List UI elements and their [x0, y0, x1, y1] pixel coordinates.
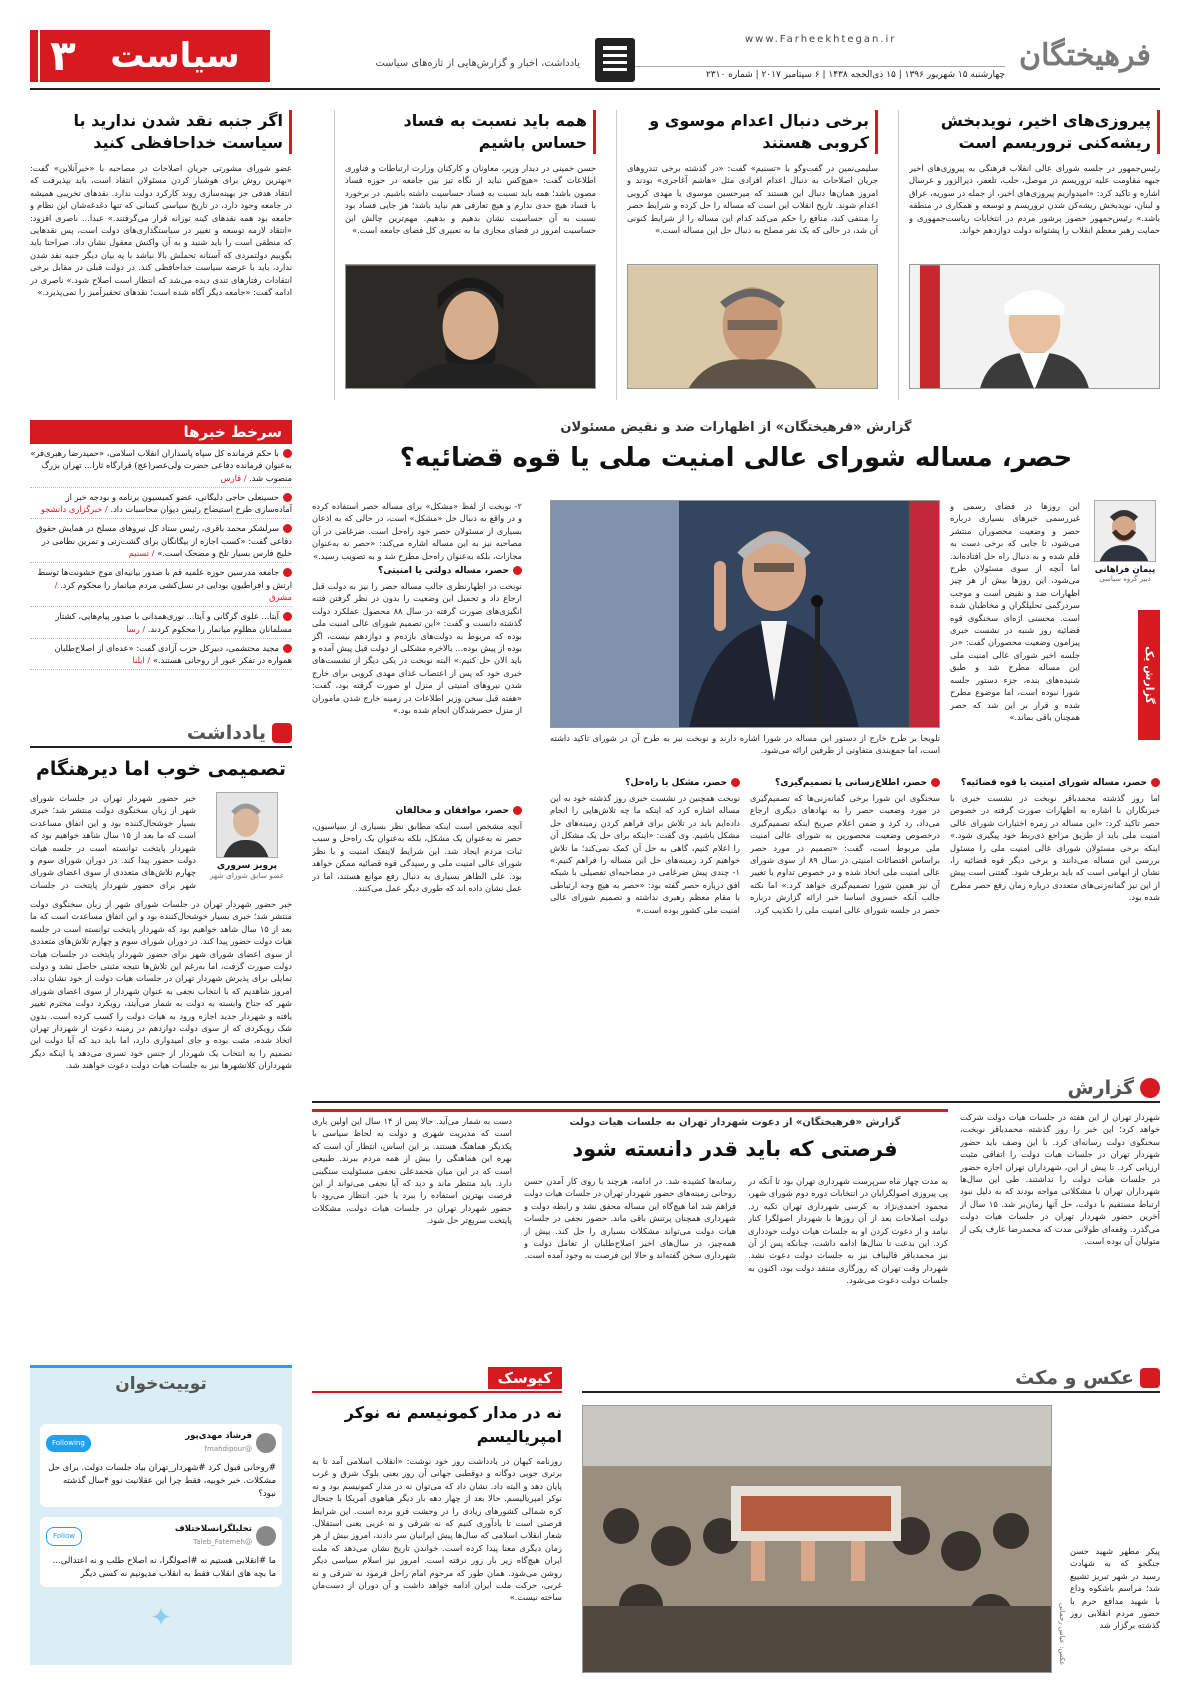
tweet-follow-button[interactable]: Follow	[46, 1527, 82, 1546]
tweet-user: فرشاد مهدی‌پور	[185, 1431, 252, 1441]
report-col3b: نوبخت در اظهارنظری جالب مساله حصر را نیز به دولت قبل ارجاع داد و تحمیل این وضعیت را بدون در نظر گرفتن فتنه انگیزی‌های صورت گرفته در سال ۸۸ محصول عملکرد دولت گذشته دانست و گفت: «این تصمیم شورای عالی امنیت ملی بوده که مربوط به دولت‌های بازده‌م و دوازدهم نیست، اگر بوده از پیش بوده... بالاخره مشکلی از دولت قبل پیش آمده و باید الان حل کنیم.» البته نوبخت در یکی دیگر از نشست‌های خبری خود که پس از اعتصاب غذای مهدی کروبی برای خارج شدن نیروهای امنیتی از منزل او صورت گرفته بود، گفت: «هفته قبل سخن وزیر اطلاعات در زمینه خارج شدن ماموران از منزل حصرشدگان انجام شده بود.»	[312, 581, 522, 716]
report-author	[1090, 500, 1160, 583]
note-headline: تصمیمی خوب اما دیرهنگام	[35, 758, 286, 780]
ticker-item: با حکم فرمانده کل سپاه پاسداران انقلاب اسلامی، «حمیدرضا رهبری‌فر» به‌عنوان فرمانده دفاعی حضرت ولی‌عصر(عج) قرارگاه ثارا... تهران بزرگ منصوب شد. / فارس	[30, 444, 292, 488]
story-photo	[627, 264, 878, 389]
report2-col2: به مدت چهار ماه سرپرست شهرداری تهران بود تا آنکه در پی پیروزی اصولگرایان در انتخابات دوره دوم شورای شهر، محمود احمدی‌نژاد به کرسی شهرداری تهران تکیه زد. دولت اصلاحات بعد از آن روزها با شهردار اصولگرا کنار نیامد و از دعوت کردن او به جلسات هیات دولت خودداری کرد. این بدعت تا سال‌ها ادامه داشت، چنانکه پس از آن نیز محمدباقر قالیباف نیز به جلسات دولت دعوت نشد. شهردار وقت تهران که روزگاری منتقد دولت بود، اکنون به جلسات دولت دعوت می‌شود.	[748, 1176, 948, 1286]
note-icon	[272, 723, 292, 743]
story-headline: برخی دنبال اعدام موسوی و کروبی هستند	[627, 110, 878, 154]
masthead	[30, 28, 1160, 90]
ticker-item: حسینعلی حاجی دلیگانی، عضو کمیسیون برنامه و بودجه خبر از آماده‌سازی طرح استیضاح رئیس دیوان محاسبات داد. / خبرگزاری دانشجو	[30, 488, 292, 520]
report-headline: حصر، مساله شورای عالی امنیت ملی یا قوه قضائیه؟	[399, 443, 1073, 473]
report2-kicker: گزارش «فرهیختگان» از دعوت شهردار تهران به جلسات هیات دولت	[569, 1117, 901, 1128]
story-headline: همه باید نسبت به فساد حساس باشیم	[345, 110, 596, 154]
kiosk-header	[312, 1365, 562, 1393]
camera-icon	[1140, 1368, 1160, 1388]
report-col3c: آنچه مشخص است اینکه مطابق نظر بسیاری از سیاسیون، حصر نه به‌عنوان یک مشکل، بلکه به‌عنوان یک راه‌حل و سبب ثبات مردم ایجاد شد. این شرایط لاینفک امنیت و با نظر شورای عالی امنیت ملی و رسیدگی قوه قضائیه ممکن خواهد بود. علی الظاهر بسیاری به دنبال رفع موانع هستند، اما در عمل نشان داده اند که طوری دیگر عمل می‌کنند.	[312, 821, 522, 894]
report-col3b-title: حصر، مساله دولتی یا امنیتی؟	[312, 566, 522, 576]
story-body: سلیمی‌نمین در گفت‌وگو با «تسنیم» گفت: «در گذشته برخی تندروهای جریان اصلاحات به دنبال اعدام افرادی مثل «هاشم آغاجری» بودند و امروز همان‌ها دنبال این هستند که میرحسین موسوی یا مهدی کروبی اعدام شوند. تاریخ انقلاب این است که مساله را حل کرده و شرایط حصر را منتفی کند، منافع را حکم می‌کند کدام این مساله را از شرایط کنونی آن شد، در حالی که یک نفر مصلح به دنبال حل این مساله است.»	[627, 163, 878, 236]
report2	[312, 1075, 1160, 1355]
ticker-item: آیتا... علوی گرگانی و آیتا... نوری‌همدانی با صدور پیام‌هایی، کشتار مسلمانان مظلوم میانمار را محکوم کردند. / رسا	[30, 607, 292, 639]
kiosk-body: روزنامه کیهان در یادداشت روز خود نوشت: «انقلاب اسلامی آمد تا به برتری جویی دوگانه و دوقطبی جهانی آن روز یعنی بلوک شرق و غرب پایان دهد و البته داد. نشان داد که می‌توان نه در مدار کمونیسم بود و نه نوکر امپریالیسم. حالا بعد از چهار دهه بار دیگر هیاهوی آمریکا با جنجال کره شمالی کشورهای زیادی را در وحشت فرو برده است. این شرایط فرصتی است تا یادآوری کنیم که نه شرقی و نه غربی یعنی استقلال. شعار انقلاب اسلامی که سال‌ها پیش ایرانیان سر دادند، امروز بیش از هر زمان دیگری معنا پیدا کرده است. خواندن تاریخ نشان می‌دهد که ملت ایران هیچ‌گاه زیر بار زور نرفته است. امروز نیز اسلام سیاسی دیگر روشن می‌شود. همان طور که مرحوم امام راحل فرمود نه شرقی و نه غربی، حرکت ملت ایران ادامه خواهد داشت و آن دوران از دست‌مان ساخته نیست.»	[312, 1456, 562, 1603]
report2-icon	[1140, 1078, 1160, 1098]
author-title: دبیر گروه سیاسی	[1099, 575, 1151, 583]
report2-col4: دست به شمار می‌آید. حالا پس از ۱۴ سال این اولین باری است که مدیریت شهری و دولت به لحاظ سیاسی با یکدیگر هماهنگ هستند. بر این اساس، انتظار آن است که بهره این هماهنگی را بیش از همه مردم ببرند. طبیعی است که در این میان محمدعلی نجفی مسئولیت سنگینی دارد. باید منتظر ماند و دید که آیا نجفی می‌تواند از این فرصت بهترین استفاده را ببرد یا خیر. انتظار می‌رود با حضور شهردار تهران در جلسات هیات دولت، مشکلات پایتخت سریع‌تر حل شود.	[312, 1116, 512, 1226]
tweet-avatar	[256, 1433, 276, 1453]
report2-section-header	[312, 1075, 1160, 1103]
dateline: چهارشنبه ۱۵ شهریور ۱۳۹۶ | ۱۵ ذی‌الحجه ۱۴۳۸ | ۶ سپتامبر ۲۰۱۷ | شماره ۲۳۱۰	[595, 66, 1005, 80]
tweets	[30, 1365, 292, 1665]
newspaper-icon	[595, 38, 635, 82]
top-story	[30, 110, 292, 400]
story-photo	[909, 264, 1160, 389]
story-headline: اگر جنبه نقد شدن ندارید با سیاست خداحافظی کنید	[30, 110, 292, 154]
note-section-label: یادداشت	[186, 722, 266, 744]
author-avatar	[1094, 500, 1156, 562]
report-kicker: گزارش «فرهیختگان» از اظهارات ضد و نقیض مسئولان	[560, 420, 912, 435]
report2-head-rule	[312, 1109, 948, 1112]
top-stories	[30, 110, 1160, 405]
author-name: پیمان فراهانی	[1094, 565, 1156, 575]
note-section-header	[30, 720, 292, 748]
section-title-bar	[30, 30, 270, 82]
report-photo	[550, 500, 940, 728]
tweet-text: ما #انقلابی هستیم نه #اصولگرا، نه اصلاح طلب و نه اعتدالی... ما بچه های انقلاب فقط به انقلاب مدیونیم نه کسی دیگر	[52, 1556, 276, 1579]
kiosk	[312, 1365, 562, 1675]
author-avatar	[216, 792, 278, 858]
story-body: رئیس‌جمهور در جلسه شورای عالی انقلاب فرهنگی به پیروزی‌های اخیر جبهه مقاومت علیه تروریسم در موصل، حلب، تلعفر، دیرالزور و عرسال اشاره و تاکید کرد: «امیدواریم پیروزی‌های اخیر، از جمله در سوریه، عراق و لبنان، نویدبخش ریشه‌کن شدن تروریسم و توسعه و همکاری در منطقه باشد.» رئیس‌جمهور حضور پرشور مردم در انتخابات ریاست‌جمهوری و حمایت رهبر معظم انقلاب را پشتوانه دولت دوازدهم خواند.	[909, 163, 1160, 236]
photo-credit: عکس: عباس رحمانی	[1058, 1602, 1066, 1665]
story-body: عضو شورای مشورتی جریان اصلاحات در مصاحبه با «خبرآنلاین» گفت: «بهترین روش برای هوشیار کردن مسئولان انتقاد است، باید بپذیرفت که انتقاد هدفی جز بهینه‌سازی روند کارکرد دولت ندارد. نقدهای تخریبی همیشه در جامعه وجود دارد، در تاریخ سیاسی کسانی که تنها دغدغه‌شان این نظام و جامعه بود همه نقدهای کینه توزانه قرار می‌گرفتند.» عبدا... ناصری افزود: «انتقاد لازمه توسعه و تغییر در سیاستگذاری‌های دولت است، پس نقدهایی که منطقی است را باید شنید و به آن واکنش معقول نشان داد. صراحتا باید بگوییم دولتمردی که آستانه تحملش بالا نباشد با یه بیان دیگر جنبه نقد شدن ندارد، باید با عرصه سیاست خداحافظی کند. در دولت قبلی در مقابل برخی انتقادات رفتارهای تندی دیده می‌شد که انتظار است اصلاح شود.» ناصری در ادامه گفت: «جامعه دیگر آگاه شده است؛ نقدهای تحقیرآمیز را نمی‌پذیرد.»	[30, 163, 292, 298]
report-col2b: نوبخت همچنین در نشست خبری روز گذشته خود به این مساله اشاره کرد که اینکه ما چه تلاش‌هایی را انجام داده‌ایم باید در تلاش برای فراهم کردن زمینه‌های حل مشکل باشیم. وی گفت: «اینکه برای حل یک مشکل آن را اعلام کنیم، گاهی به حل آن کمک نمی‌کند؛ ما تلاش خواهیم کرد زمینه‌های حل این مساله را فراهم کنیم.» ۱- چندی پیش ضرغامی در مصاحبه‌ای تفصیلی با شبکه افق درباره حصر گفته بود: «حصر به هیچ وجه ارتباطی با مقام معظم رهبری نداشته و تصمیم شورای عالی امنیت ملی کشور بوده است.»	[550, 793, 740, 915]
photo-story-label: عکس و مکث	[1015, 1367, 1134, 1389]
section-subtitle: یادداشت، اخبار و گزارش‌هایی از تازه‌های سیاست	[375, 58, 580, 69]
story-photo	[345, 264, 596, 389]
report2-headline: فرصتی که باید قدر دانسته شود	[572, 1137, 898, 1161]
section-title: سیاست	[110, 36, 240, 76]
author-name: پرویز سروری	[216, 861, 278, 871]
section-number: ۳	[38, 30, 86, 82]
photo-story-caption: پیکر مطهر شهید حسن جنگجو که به شهادت رسید در شهر تبریز تشییع شد؛ مراسم باشکوه وداع با شهید مدافع حرم با حضور مردم انقلابی روز گذشته برگزار شد	[1070, 1546, 1160, 1631]
report-col1b-title: حصر، مساله شورای امنیت یا قوه قضائیه؟	[950, 778, 1160, 788]
logo: فرهیختگان	[1019, 38, 1151, 73]
tweet-card	[40, 1424, 282, 1507]
report-col3c-title: حصر، موافقان و مخالفان	[312, 806, 522, 816]
note-author	[202, 792, 292, 892]
note	[30, 720, 292, 1260]
twitter-bird-icon: ✦	[150, 1603, 172, 1633]
photo-story-image	[582, 1405, 1052, 1673]
tweet-user: تحلیلگرانسلاختلاف	[174, 1524, 252, 1534]
tweet-follow-button[interactable]: Following	[46, 1435, 91, 1452]
top-story	[616, 110, 878, 400]
tweet-handle: @fmahdipour	[204, 1445, 252, 1453]
ticker-item: جامعه مدرسین حوزه علمیه قم با صدور بیانیه‌ای موج خشونت‌ها توسط ارتش و افراطیون بودایی در نسل‌کشی مردم میانمار را محکوم کرد. / مشرق	[30, 563, 292, 607]
news-ticker	[30, 420, 292, 720]
tweets-header: توییت‌خوان	[115, 1374, 207, 1394]
kiosk-label: کیوسک	[488, 1367, 562, 1389]
top-story	[898, 110, 1160, 400]
author-title: عضو سابق شورای شهر	[209, 871, 285, 880]
kiosk-headline: نه در مدار کمونیسم نه نوکر امپریالیسم	[344, 1403, 562, 1446]
report-col1b: اما روز گذشته محمدباقر نوبخت در نشست خبری با خبرنگاران با اشاره به اظهارات صورت گرفته در خصوص حصر تاکید کرد: «این مساله در زمره اختیارات شورای عالی امنیت ملی باید از طریق مراجع ذی‌ربط خود پیگیری شود.» اینکه برخی مسئولان شورای عالی امنیت ملی را مسئول بررسی این مساله می‌دانند و برخی دیگر قوه قضائیه را، نشان از ابهامی است که باید برطرف شود. گفتنی است پیش از این نیز گمانه‌زنی‌های متعددی درباره زمان رفع حصر مطرح شده بود.	[950, 793, 1160, 903]
tweet-text: #روحانی قبول کرد #شهردار_تهران بیاد جلسات دولت. برای حل مشکلات. خبر خوبیه، فقط چرا این عقلانیت نوو ۴سال گذشته نبود؟	[48, 1463, 276, 1499]
report-col3a: ۲- نوبخت از لفظ «مشکل» برای مساله حصر استفاده کرده و در واقع به دنبال حل «مشکل» است، در حالی که به اذعان بسیاری از مسئولان حصر خود راه‌حل است. ضرغامی در آن مصاحبه نیز به این مساله اشاره می‌کند: «حصر نه به‌عنوان مجازات، بلکه به‌عنوان راه‌حل مطرح شد و به تصویب رسید.»	[312, 501, 522, 561]
note-body: خبر حضور شهردار تهران در جلسات شورای شهر از زبان سخنگوی دولت منتشر شد؛ خبری بسیار خوشحال‌کننده بود و این اتفاق مساعدت است که ما بعد از ۱۵ سال شاهد خواهیم بود که شهردار پایتخت توانسته است در جلسه هیات دولت حضور پیدا کند. در دوران شورای سوم و چهارم تلاش‌های متعددی از سوی اعضای شورای شهر برای حضور شهردار پایتخت در جلسات	[30, 793, 196, 890]
report2-col1: شهردار تهران از این هفته در جلسات هیات دولت شرکت خواهد کرد؛ این خبر را روز گذشته محمدباقر نوبخت، سخنگوی دولت رسانه‌ای کرد. با این وصف باید حضور شهردار تهران در جلسات هیات دولت را اتفاقی مثبت ارزیابی کرد. تا پیش از این، شهرداران تهران اجازه حضور در جلسات هیات دولت را نداشتند. طی این سال‌ها شهرداران تهران با مشکلاتی مواجه بودند که به دلیل نبود ارتباط مستقیم با دولت، حل آنها زمان‌بر شد. ۱۵ سال از آخرین حضور شهردار تهران در جلسات هیات دولت می‌گذرد. وقفه‌ای طولانی مدت که محمدرضا عارف یکی از متولیان آن بوده است.	[960, 1112, 1160, 1247]
report-col1-text: این روزها در فضای رسمی و غیررسمی خبرهای بسیاری درباره حصر و وضعیت محصوران منتشر می‌شود، تا جایی که برخی دست به قلم شده و به دنبال راه حل افتاده‌اند. اما آنچه از سوی مسئولان طرح می‌شود، این روزها بیش از هر چیز اظهارات ضد و نقیض است و موجب سردرگمی تحلیلگران و مخاطبان شده است. محسنی اژه‌ای سخنگوی قوه قضائیه روز شنبه در نشست خبری پیرامون وضعیت محصوران گفت: «در جلسه اخیر شورای عالی امنیت ملی این مساله مطرح شد و طبق شنیده‌های بنده، جزء دستور جلسه شورا نبوده است، اما موضوع مطرح شده و قرار بر این شد که حصر همچنان باقی بماند.»	[950, 501, 1080, 722]
report-col2a-title: حصر، اطلاع‌رسانی یا تصمیم‌گیری؟	[750, 778, 940, 788]
report-col2b-title: حصر، مشکل یا راه‌حل؟	[550, 778, 740, 788]
top-story	[334, 110, 596, 400]
tweet-card	[40, 1517, 282, 1587]
photo-story	[582, 1365, 1160, 1675]
story-headline: پیروزی‌های اخیر، نویدبخش ریشه‌کنی تروریسم است	[909, 110, 1160, 154]
report-col2a: سخنگوی این شورا برخی گمانه‌زنی‌ها که تصمیم‌گیری در مورد وضعیت حصر را به نهادهای دیگری ارجاع می‌داد، رد کرد و ضمن اعلام صریح اینکه تصمیم‌گیری درخصوص وضعیت محصورین به شورای عالی امنیت ملی مربوط است، گفت: «تصمیم در مورد حصر براساس اقتضائات امنیتی در سال ۸۹ از سوی شورای عالی امنیت ملی اتخاذ شده و در خصوص تداوم یا تغییر آن نیز همین شورا تصمیم‌گیری خواهد کرد.» اما نکته جالب آنکه خسروی اساسا خبر ارائه گزارش درباره حصر در جلسه شورای عالی امنیت ملی را تکذیب کرد.	[750, 793, 940, 915]
ticker-header: سرخط خبرها	[30, 420, 292, 444]
website: www.Farheekhtegan.ir	[745, 34, 897, 45]
ticker-item: سرلشکر محمد باقری، رئیس ستاد کل نیروهای مسلح در همایش حقوق دفاعی گفت: «کسب اجازه از بیگانگان برای گشت‌زنی و تمرین نظامی در خلیج فارس بسیار تلخ و مضحک است.» / تسنیم	[30, 519, 292, 563]
report2-section-label: گزارش	[1067, 1077, 1134, 1099]
tweet-handle: @Taleb_Fatemeh	[193, 1538, 252, 1546]
report-photo-note: تلویحا بر طرح خارج از دستور این مساله در شورا اشاره دارند و نوبخت نیز به طرح آن در شورای تاکید داشته است، اما جمع‌بندی متفاوتی از طرفین ارائه می‌شود.	[550, 733, 940, 756]
report2-col3: رسانه‌ها کشیده شد. در ادامه، هرچند با روی کار آمدن حسن روحانی زمینه‌های حضور شهردار تهران در جلسات هیات دولت فراهم شد اما هیچ‌گاه این مساله محقق نشد و رابطه دولت و شهرداری همچنان پرتنش باقی ماند. حضور نجفی در جلسات هیات دولت می‌تواند مشکلات بسیاری را حل کند. بیش از همه‌چیز، در سال‌های اخیر اصلاح‌طلبان از تعامل دولت و شهرداری سخن گفته‌اند و حالا این فرصت به وجود آمده است.	[524, 1176, 736, 1261]
ticker-item: مجید محتشمی، دبیرکل حزب آزادی گفت: «عده‌ای از اصلاح‌طلبان همواره در تفکر عبور از روحانی هستند.» / ایلنا	[30, 639, 292, 671]
tweet-avatar	[256, 1526, 276, 1546]
note-body-continued: خبر حضور شهردار تهران در جلسات شورای شهر از زبان سخنگوی دولت منتشر شد؛ خبری بسیار خوشحال‌کننده بود و این اتفاق مساعدت است که ما بعد از ۱۵ سال شاهد خواهیم بود که شهردار پایتخت توانسته است در جلسه هیات دولت حضور پیدا کند. در دوران شورای سوم و چهارم تلاش‌های متعددی از سوی اعضای شورای شهر برای حضور شهردار پایتخت در جلسات هیات دولت صورت گرفت، اما به‌رغم این تلاش‌ها نتیجه مثبتی حاصل نشد و دولت تمایلی برای پذیرش شهردار تهران در جلسات هیات دولت از خود نشان نداد. امروز شاهدیم که با انتخاب نجفی به عنوان شهردار از سوی اعضای شورای شهر که جناح وابسته به دولت به شمار می‌آیند، رویکرد دولت محترم تغییر یافته و شهردار جدید اجازه ورود به هیات دولت را کسب کرده است. بدون شک رویکردی که از سوی دولت دوازدهم در زمینه دعوت از شهردار تهران اتخاذ شده، مثبت بوده و جای امیدواری دارد، اما باید دید که آیا دولت این تصمیم را به انتخاب یک شهردار از جنس خود تسری می‌دهد یا اینکه دیگر شهرداران کلانشهرها نیز به جلسات هیات دولت دعوت خواهند شد.	[30, 899, 292, 1071]
report-side-label: گزارش یک	[1138, 610, 1160, 740]
story-body: حسن خمینی در دیدار وزیر، معاونان و کارکنان وزارت ارتباطات و فناوری اطلاعات گفت: «هیچ‌کس نباید از نگاه تیز بین جامعه در حوزه فساد مصون باشد؛ همه باید نسبت به فساد حساسیت داشته باشیم. در برخورد با فساد هیچ حدی ندارم و هیچ تعارفی هم نباید باشد؛ هر جایی فساد بود نسبت به آن حساسیت نشان بدهیم و بدهیم. مهم‌ترین چالش این حساسیت امروز در فضای مجازی ما به تعبیری کل فضای جامعه است.»	[345, 163, 596, 236]
main-report	[312, 420, 1160, 1070]
photo-story-header	[582, 1365, 1160, 1393]
